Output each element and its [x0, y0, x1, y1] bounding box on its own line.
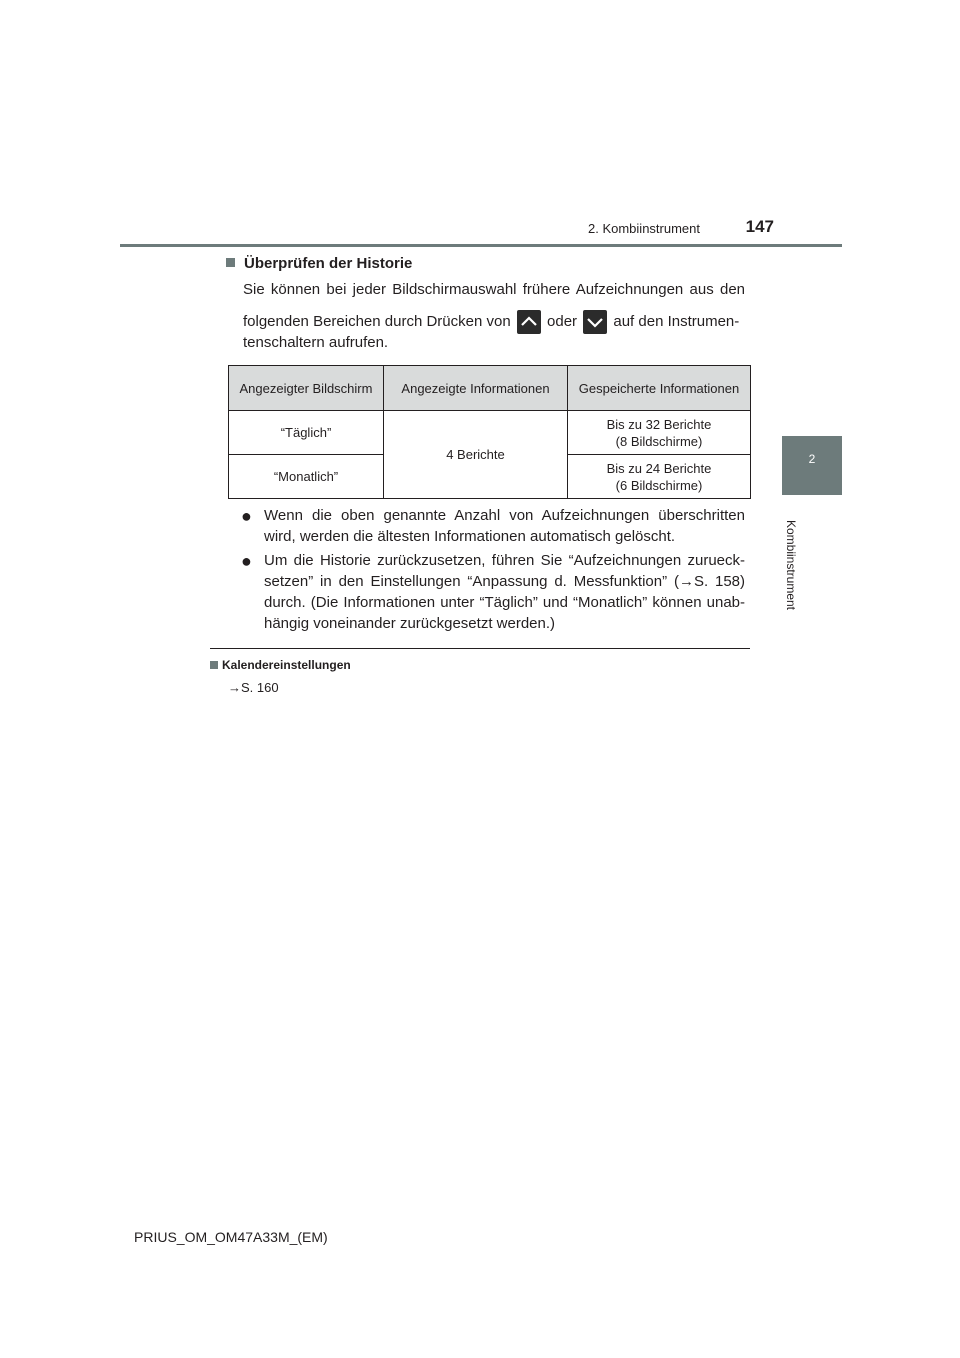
intro-line-1: Sie können bei jeder Bildschirmauswahl frühere Aufzeichnungen aus den — [243, 281, 745, 298]
note-heading — [210, 658, 351, 672]
stored-line-1: Bis zu 24 Berichte — [606, 460, 712, 476]
intro-line-2-after: auf den Instrumen- — [609, 313, 740, 330]
intro-line-2-middle: oder — [542, 313, 582, 330]
chapter-tab-label: Kombiinstrument — [784, 519, 798, 611]
chevron-up-icon — [517, 310, 541, 334]
intro-line-2 — [243, 310, 745, 334]
bullet-2-line-4: hängig voneinander zurückgesetzt werden.) — [264, 615, 556, 632]
intro-line-2-before: folgenden Bereichen durch Drücken von — [243, 313, 515, 330]
section-heading — [226, 255, 412, 272]
stored-line-2: (8 Bildschirme) — [615, 433, 703, 449]
table-header-row — [229, 366, 751, 411]
square-bullet-icon — [210, 661, 218, 669]
stored-line-2: (6 Bildschirme) — [615, 477, 703, 493]
running-header-section: 2. Kombiinstrument — [588, 221, 700, 236]
bullet-2-line-2: setzen” in den Einstellungen “Anpassung d. Messfunktion” (→S. 158) — [264, 573, 745, 590]
note-heading-text: Kalendereinstellungen — [222, 658, 351, 672]
table-cell-screen: “Monatlich” — [229, 455, 384, 499]
table-cell-stored — [568, 455, 751, 499]
chapter-tab-number: 2 — [808, 452, 816, 466]
bullet-1-line-2: wird, werden die ältesten Informationen automatisch gelöscht. — [264, 528, 676, 545]
bullet-2-line-3: durch. (Die Informationen unter “Täglich” und “Monatlich” können unab- — [264, 594, 745, 611]
page-reference-link[interactable]: →S. 160 — [228, 680, 279, 695]
bullet-1-line-1: Wenn die oben genannte Anzahl von Aufzeichnungen überschritten — [264, 507, 745, 524]
table-cell-stored — [568, 411, 751, 455]
header-rule — [120, 244, 842, 247]
table-row — [229, 411, 751, 455]
bullet-2-line-1: Um die Historie zurückzusetzen, führen Sie “Aufzeichnungen zurueck- — [264, 552, 745, 569]
square-bullet-icon — [226, 258, 235, 267]
history-table — [228, 365, 751, 499]
bullet-dot-icon: ● — [241, 551, 252, 571]
table-header-cell: Angezeigter Bildschirm — [229, 366, 384, 411]
table-header-cell: Gespeicherte Informationen — [568, 366, 751, 411]
table-header-cell: Angezeigte Informationen — [384, 366, 568, 411]
section-heading-text: Überprüfen der Historie — [244, 255, 413, 272]
page-number: 147 — [745, 217, 774, 236]
chevron-down-icon — [583, 310, 607, 334]
table-cell-shared-info: 4 Berichte — [384, 411, 568, 499]
stored-line-1: Bis zu 32 Berichte — [606, 416, 712, 432]
bullet-dot-icon: ● — [241, 506, 252, 526]
section-divider — [210, 648, 750, 649]
intro-line-3: tenschaltern aufrufen. — [243, 334, 389, 351]
document-code: PRIUS_OM_OM47A33M_(EM) — [134, 1229, 328, 1245]
table-cell-screen: “Täglich” — [229, 411, 384, 455]
